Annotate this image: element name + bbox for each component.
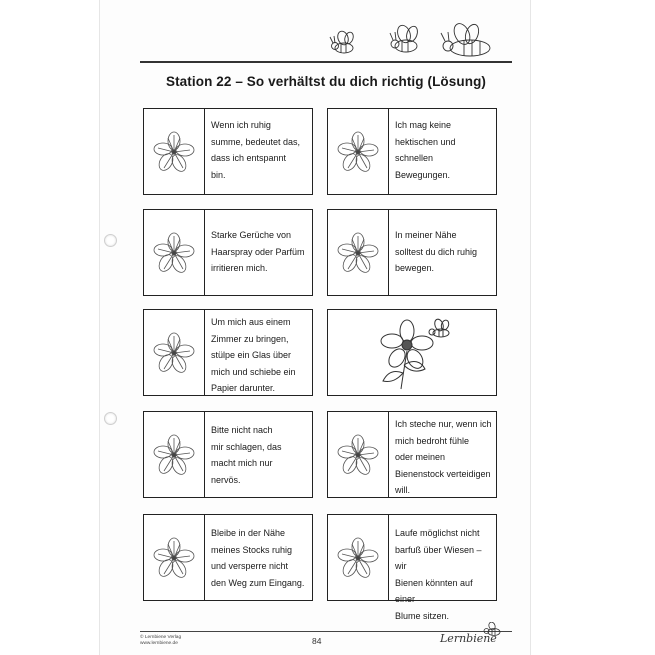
text-line: den Weg zum Eingang.	[211, 577, 305, 588]
flower-icon	[328, 210, 389, 295]
bee-icon	[330, 30, 355, 53]
text-line: barfuß über Wiesen – wir	[395, 544, 482, 571]
rule-card	[327, 108, 497, 195]
text-line: meines Stocks ruhig	[211, 544, 293, 555]
flower-icon	[144, 109, 205, 194]
rule-card	[143, 411, 313, 498]
text-line: bin.	[211, 169, 226, 180]
bee-icon	[390, 23, 419, 52]
text-line: In meiner Nähe	[395, 230, 457, 240]
text-line: Ich mag keine	[395, 120, 452, 130]
text-line: Papier darunter.	[211, 383, 276, 393]
rule-card	[327, 514, 497, 621]
rule-text	[389, 109, 496, 194]
rule-text	[205, 109, 312, 194]
flower-icon	[144, 412, 205, 497]
text-line: Starke Gerüche von	[211, 230, 292, 240]
text-line: macht mich nur	[211, 458, 273, 468]
flower-icon	[144, 515, 205, 600]
text-line: und versperre nicht	[211, 561, 289, 571]
flower-icon	[328, 412, 389, 497]
text-line: nervös.	[211, 474, 241, 485]
text-line: Um mich aus einem	[211, 317, 291, 327]
text-line: mir schlagen, das	[211, 441, 282, 452]
rule-card	[143, 108, 313, 195]
text-line: Haarspray oder Parfüm	[211, 246, 305, 257]
punch-hole-bottom	[104, 412, 117, 425]
text-line: Bitte nicht nach	[211, 425, 273, 435]
rule-text	[205, 515, 312, 600]
rule-card	[327, 209, 497, 296]
text-line: summe, bedeutet das,	[211, 136, 301, 147]
page-title: Station 22 – So verhältst du dich richtig (Lösung)	[165, 74, 487, 89]
flower-with-bee-icon	[367, 313, 457, 393]
footer-publisher	[140, 635, 181, 647]
rule-text	[205, 310, 312, 395]
punch-hole-top	[104, 234, 117, 247]
text-line: oder meinen	[395, 452, 446, 462]
text-line: dass ich entspannt	[211, 153, 287, 163]
text-line: irritieren mich.	[211, 263, 268, 273]
text-line: bewegen.	[395, 263, 435, 273]
text-line: Wenn ich ruhig	[211, 120, 271, 130]
rule-card	[143, 309, 313, 396]
text-line: Bienenstock verteidigen	[395, 468, 491, 479]
header-bees	[320, 16, 500, 60]
picture-card	[327, 309, 497, 396]
page-number: 84	[312, 636, 322, 646]
text-line: Bleibe in der Nähe	[211, 528, 286, 538]
text-line: Blume sitzen.	[395, 610, 450, 621]
header-rule	[140, 61, 512, 63]
text-line: mich und schiebe ein	[211, 366, 296, 377]
rule-card	[143, 514, 313, 601]
rule-card	[327, 411, 497, 498]
bee-icon	[482, 622, 502, 638]
text-line: schnellen	[395, 153, 434, 163]
text-line: Bewegungen.	[395, 169, 451, 180]
bee-icon	[441, 21, 490, 56]
text-line: Ich steche nur, wenn ich	[395, 419, 492, 429]
text-line: hektischen und	[395, 136, 456, 147]
rule-card	[143, 209, 313, 296]
rule-text	[389, 210, 496, 295]
flower-icon	[144, 210, 205, 295]
text-line: Laufe möglichst nicht	[395, 528, 480, 538]
publisher-logo: Lernbiene	[440, 632, 497, 645]
flower-icon	[144, 310, 205, 395]
text-line: stülpe ein Glas über	[211, 350, 292, 360]
text-line: will.	[395, 485, 410, 495]
rule-text	[389, 515, 496, 621]
rule-text	[205, 412, 312, 497]
flower-icon	[328, 109, 389, 194]
rule-text	[205, 210, 312, 295]
text-line: mich bedroht fühle	[395, 435, 470, 446]
flower-icon	[328, 515, 389, 600]
copyright-text: © Lernbiene Verlag	[140, 635, 182, 640]
rule-text	[389, 412, 496, 497]
text-line: Zimmer zu bringen,	[211, 333, 289, 344]
text-line: Bienen könnten auf einer	[395, 577, 473, 604]
website-text: www.lernbiene.de	[140, 641, 178, 646]
text-line: solltest du dich ruhig	[395, 246, 478, 257]
